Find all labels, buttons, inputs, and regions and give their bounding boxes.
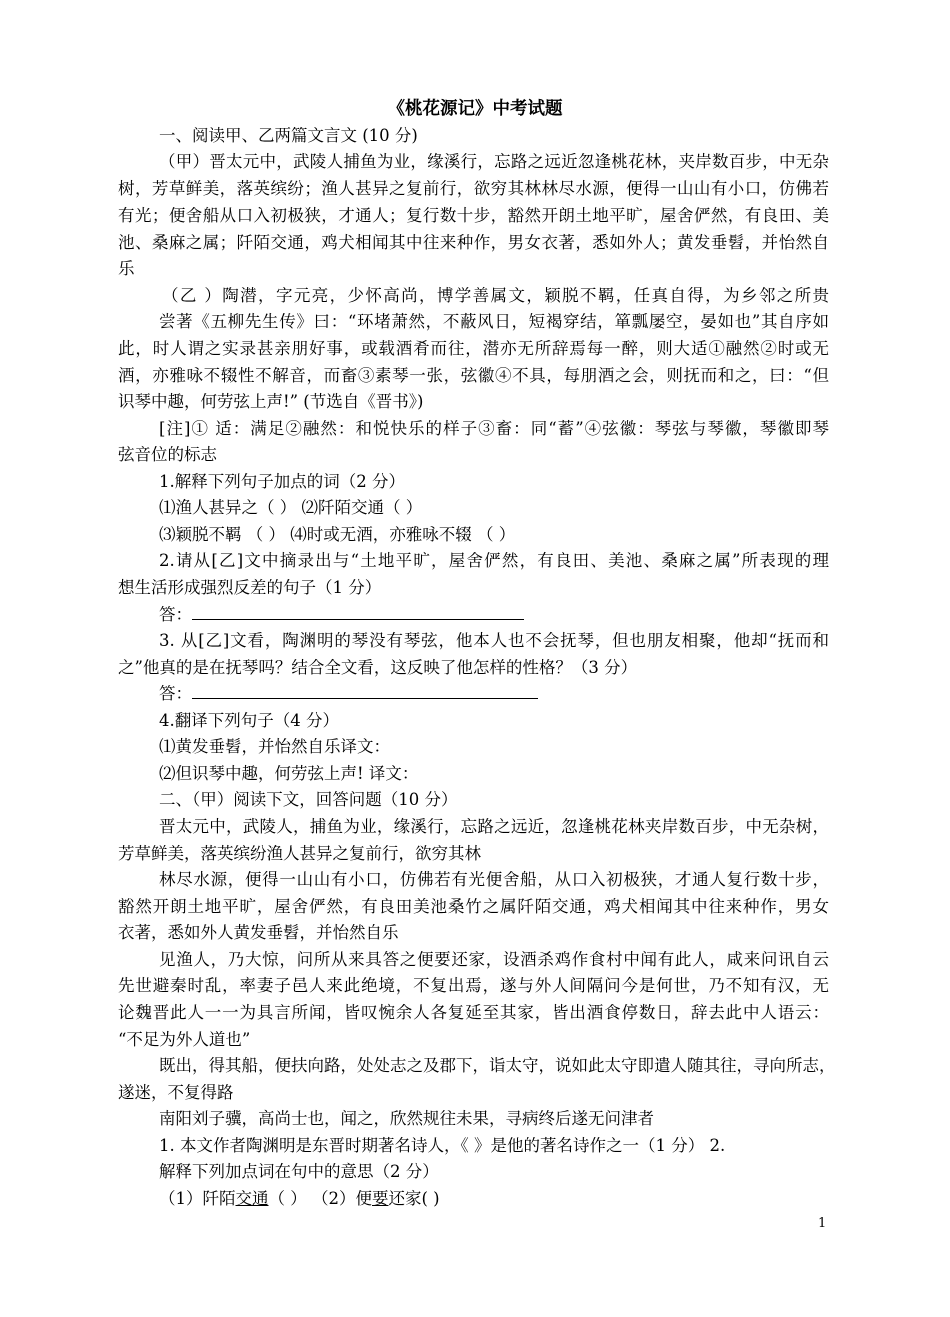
passage-yi-line: 识琴中趣，何劳弦上声!” (节选自《晋书》) [118,392,424,411]
section-2-question-2-items: （1）阡陌交通（ ） （2）便要还家( ) [159,1189,440,1208]
passage-line: 先世避秦时乱，率妻子邑人来此绝境，不复出焉，遂与外人间隔问今是何世，乃不知有汉，无 [118,976,829,995]
question-3: 之”他真的是在抚琴吗？结合全文看，这反映了他怎样的性格？（3 分） [118,658,638,677]
question-2: 想生活形成强烈反差的句子（1 分） [118,578,382,597]
passage-line: 林尽水源，便得一山山有小口，仿佛若有光便舍船，从口入初极狭，才通人复行数十步， [159,870,829,889]
question-1: 1.解释下列句子加点的词（2 分） [159,472,405,491]
passage-line: 晋太元中，武陵人，捕鱼为业，缘溪行，忘路之远近，忽逢桃花林夹岸数百步，中无杂树， [159,817,829,836]
page-number: 1 [818,1216,827,1231]
passage-line: 见渔人，乃大惊，问所从来具答之便要还家，设酒杀鸡作食村中闻有此人，咸来问讯自云 [159,950,829,969]
note-line: [注]① 适：满足②融然：和悦快乐的样子③畜：同“蓄”④弦徽：琴弦与琴徽，琴徽即琴 [159,419,829,438]
section-1-heading: 一、阅读甲、乙两篇文言文 (10 分) [159,126,418,145]
section-2-heading: 二、（甲）阅读下文，回答问题（10 分） [159,790,458,809]
passage-line: 芳草鲜美，落英缤纷渔人甚异之复前行，欲穷其林 [118,844,481,863]
passage-yi-line: （乙 ）陶潜，字元亮，少怀高尚，博学善属文，颖脱不羁，任真自得，为乡邻之所贵 [162,286,829,305]
passage-line: “不足为外人道也” [118,1030,251,1049]
answer-line: 答： [159,684,538,704]
passage-line: 豁然开朗土地平旷，屋舍俨然，有良田美池桑竹之属阡陌交通，鸡犬相闻其中往来种作，男女 [118,897,829,916]
passage-line: 南阳刘子骥，高尚士也，闻之，欣然规往未果，寻病终后遂无问津者 [159,1109,654,1128]
section-2-question-1: 1. 本文作者陶渊明是东晋时期著名诗人，《 》是他的著名诗作之一（1 分） 2. [159,1136,726,1155]
passage-yi-line: 此，时人谓之实录甚亲朋好事，或载酒肴而往，潜亦无所辞焉每一醉，则大适①融然②时或无 [118,339,829,358]
answer-blank[interactable] [192,605,524,620]
question-4-item: ⑴黄发垂髫，并怡然自乐译文： [159,737,390,756]
passage-line: 遂迷，不复得路 [118,1083,234,1102]
note-line: 弦音位的标志 [118,445,217,464]
section-2-question-2: 解释下列加点词在句中的意思（2 分） [159,1162,439,1181]
passage-line: 衣著，悉如外人黄发垂髫，并怡然自乐 [118,923,399,942]
answer-blank[interactable] [192,684,538,699]
passage-jia-line: 有光；便舍船从口入初极狭，才通人；复行数十步，豁然开朗土地平旷，屋舍俨然，有良田、美 [118,206,829,225]
question-4: 4.翻译下列句子（4 分） [159,711,339,730]
question-2: 2.请从[乙]文中摘录出与“土地平旷，屋舍俨然，有良田、美池、桑麻之属”所表现的理 [159,551,829,570]
question-1-items: ⑴渔人甚异之（ ） ⑵阡陌交通（ ） [159,498,423,517]
passage-line: 既出，得其船，便扶向路，处处志之及郡下，诣太守，说如此太守即遣人随其往，寻向所志， [159,1056,836,1075]
passage-jia-line: 乐 [118,259,135,278]
passage-jia-line: 树，芳草鲜美，落英缤纷；渔人甚异之复前行，欲穷其林林尽水源，便得一山山有小口，仿佛若 [118,179,829,198]
passage-yi-line: 酒，亦雅咏不辍性不解音，而畜③素琴一张，弦徽④不具，每朋酒之会，则抚而和之，曰：“但 [118,366,829,385]
question-1-items: ⑶颖脱不羁 （ ） ⑷时或无酒，亦雅咏不辍 （ ） [159,525,516,544]
answer-line: 答： [159,605,524,625]
question-4-item: ⑵但识琴中趣，何劳弦上声! 译文： [159,764,419,783]
passage-yi-line: 尝著《五柳先生传》曰：“环堵萧然，不蔽风日，短褐穿结，箪瓢屡空，晏如也”其自序如 [159,312,829,331]
question-3: 3. 从[乙]文看，陶渊明的琴没有琴弦，他本人也不会抚琴，但也朋友相聚，他却“抚而和 [159,631,829,650]
passage-jia-line: （甲）晋太元中，武陵人捕鱼为业，缘溪行，忘路之远近忽逢桃花林，夹岸数百步，中无杂 [159,152,829,171]
page-title: 《桃花源记》中考试题 [387,99,563,119]
passage-jia-line: 池、桑麻之属；阡陌交通，鸡犬相闻其中往来种作，男女衣著，悉如外人；黄发垂髫，并怡然自 [118,233,829,252]
passage-line: 论魏晋此人一一为具言所闻，皆叹惋余人各复延至其家，皆出酒食停数日，辞去此中人语云： [118,1003,829,1022]
